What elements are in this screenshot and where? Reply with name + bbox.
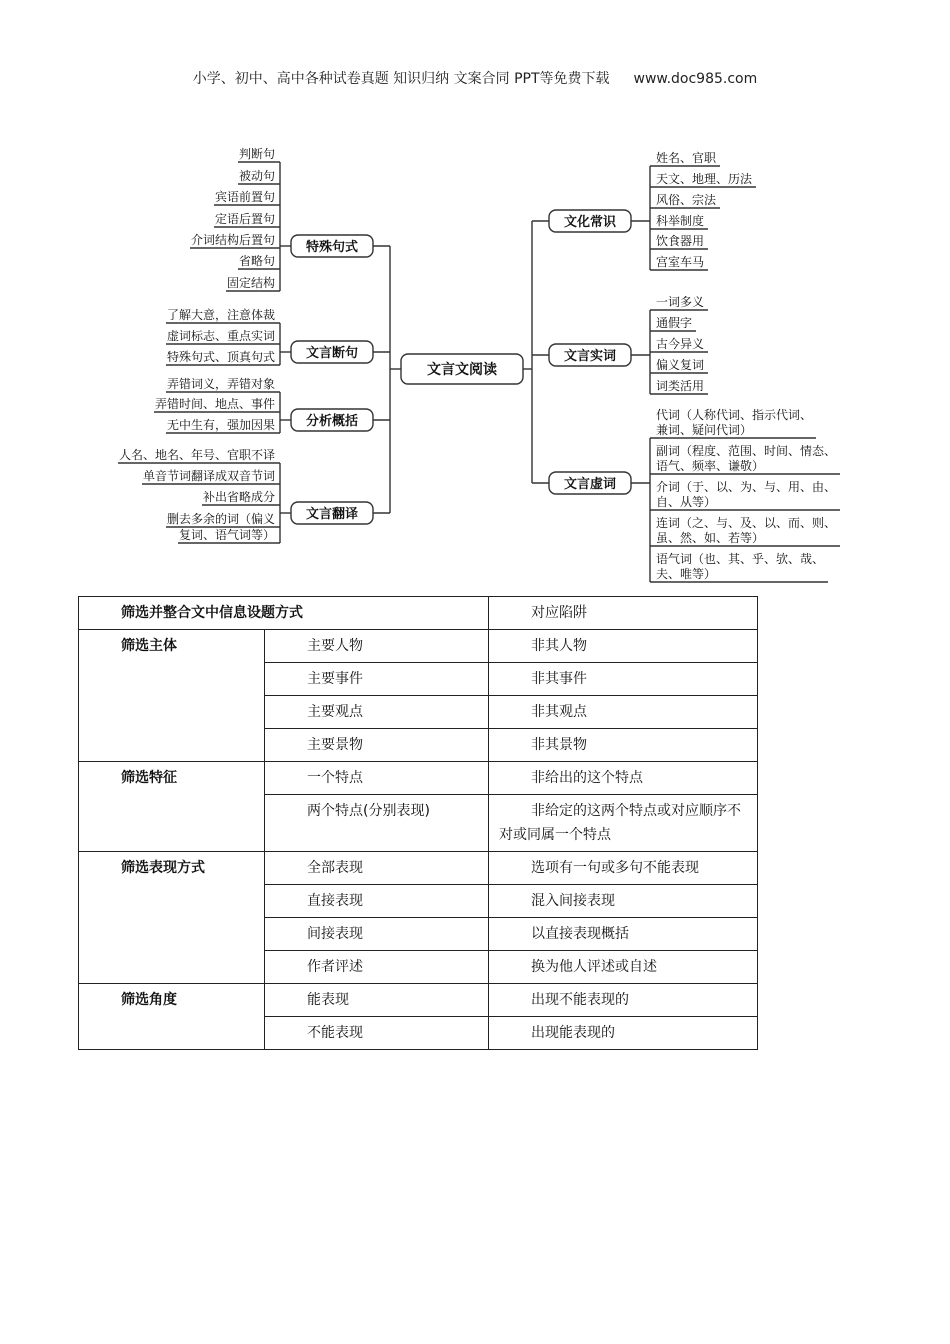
leaf-text: 姓名、官职 bbox=[656, 151, 717, 165]
method-cell: 直接表现 bbox=[265, 885, 489, 918]
trap-cell: 选项有一句或多句不能表现 bbox=[489, 852, 758, 885]
method-cell: 作者评述 bbox=[265, 951, 489, 984]
table-body bbox=[79, 630, 758, 1050]
leaf-text: 通假字 bbox=[656, 316, 693, 330]
trap-cell: 非给出的这个特点 bbox=[489, 762, 758, 795]
leaf-text: 天文、地理、历法 bbox=[656, 172, 753, 186]
leaf-text: 删去多余的词（偏义 bbox=[166, 512, 275, 526]
group-label: 筛选特征 bbox=[79, 762, 265, 852]
table-header-row bbox=[79, 597, 758, 630]
method-cell: 一个特点 bbox=[265, 762, 489, 795]
branch-r0-label: 文化常识 bbox=[563, 215, 617, 230]
trap-cell: 换为他人评述或自述 bbox=[489, 951, 758, 984]
branch-1-label: 文言断句 bbox=[305, 346, 359, 361]
leaf-text: 偏义复词 bbox=[656, 358, 705, 372]
trap-cell: 以直接表现概括 bbox=[489, 918, 758, 951]
leaf-text: 词类活用 bbox=[656, 379, 705, 393]
root-node-label: 文言文阅读 bbox=[427, 362, 497, 378]
leaf-text: 宾语前置句 bbox=[214, 190, 275, 204]
branch-r2-label: 文言虚词 bbox=[563, 477, 617, 492]
table-header-method: 筛选并整合文中信息设题方式 bbox=[79, 597, 489, 630]
leaf-text: 单音节词翻译成双音节词 bbox=[142, 469, 275, 483]
method-cell: 两个特点(分别表现) bbox=[265, 795, 489, 852]
leaf-text: 弄错词义，弄错对象 bbox=[166, 377, 275, 391]
method-cell: 主要观点 bbox=[265, 696, 489, 729]
header-text: 小学、初中、高中各种试卷真题 知识归纳 文案合同 PPT等免费下载 bbox=[192, 71, 610, 87]
trap-cell: 非给定的这两个特点或对应顺序不对或同属一个特点 bbox=[489, 795, 758, 852]
leaf-text: 虽、然、如、若等） bbox=[656, 531, 765, 545]
leaf-text: 夫、唯等） bbox=[656, 567, 717, 581]
branch-r1-label: 文言实词 bbox=[563, 349, 617, 364]
leaf-text: 虚词标志、重点实词 bbox=[166, 329, 275, 343]
leaf-text: 被动句 bbox=[238, 169, 275, 183]
leaf-text: 宫室车马 bbox=[656, 255, 705, 269]
leaf-text: 了解大意，注意体裁 bbox=[166, 308, 275, 322]
leaf-text: 风俗、宗法 bbox=[656, 193, 717, 207]
leaf-text: 弄错时间、地点、事件 bbox=[154, 397, 275, 411]
trap-cell: 非其观点 bbox=[489, 696, 758, 729]
trap-cell: 非其人物 bbox=[489, 630, 758, 663]
header-url: www.doc985.com bbox=[633, 71, 758, 87]
leaf-text: 古今异义 bbox=[656, 337, 705, 351]
method-cell: 间接表现 bbox=[265, 918, 489, 951]
method-cell: 全部表现 bbox=[265, 852, 489, 885]
page-header bbox=[0, 68, 950, 88]
leaf-text: 语气、频率、谦敬） bbox=[656, 459, 765, 473]
branch-3-label: 文言翻译 bbox=[305, 507, 359, 522]
method-cell: 不能表现 bbox=[265, 1017, 489, 1050]
table-row bbox=[79, 630, 758, 663]
branch-0-label: 特殊句式 bbox=[305, 240, 359, 255]
mind-map bbox=[0, 140, 950, 590]
leaf-text: 语气词（也、其、乎、欤、哉、 bbox=[656, 552, 825, 566]
leaf-text: 兼词、疑问代词） bbox=[656, 423, 753, 437]
table-row bbox=[79, 852, 758, 885]
info-table bbox=[78, 596, 758, 1050]
leaf-text: 无中生有，强加因果 bbox=[166, 418, 275, 432]
leaf-text: 复词、语气词等） bbox=[178, 528, 275, 542]
leaf-text: 副词（程度、范围、时间、情态、 bbox=[656, 444, 837, 458]
group-label: 筛选主体 bbox=[79, 630, 265, 762]
leaf-text: 特殊句式、顶真句式 bbox=[166, 350, 275, 364]
method-cell: 能表现 bbox=[265, 984, 489, 1017]
method-cell: 主要人物 bbox=[265, 630, 489, 663]
leaf-text: 一词多义 bbox=[656, 295, 705, 309]
leaf-text: 科举制度 bbox=[656, 214, 705, 228]
leaf-text: 连词（之、与、及、以、而、则、 bbox=[656, 516, 837, 530]
table-header-trap: 对应陷阱 bbox=[489, 597, 758, 630]
group-label: 筛选角度 bbox=[79, 984, 265, 1050]
leaf-text: 定语后置句 bbox=[214, 212, 275, 226]
trap-cell: 混入间接表现 bbox=[489, 885, 758, 918]
leaf-text: 判断句 bbox=[238, 147, 275, 161]
leaf-text: 介词（于、以、为、与、用、由、 bbox=[656, 480, 837, 494]
trap-cell: 非其事件 bbox=[489, 663, 758, 696]
method-cell: 主要事件 bbox=[265, 663, 489, 696]
leaf-text: 自、从等） bbox=[656, 495, 717, 509]
leaf-text: 代词（人称代词、指示代词、 bbox=[656, 408, 813, 422]
leaf-text: 介词结构后置句 bbox=[190, 233, 275, 247]
leaf-text: 饮食器用 bbox=[656, 234, 705, 248]
branch-2-label: 分析概括 bbox=[305, 414, 359, 429]
leaf-text: 省略句 bbox=[238, 254, 275, 268]
leaf-text: 固定结构 bbox=[226, 276, 275, 290]
leaf-text: 人名、地名、年号、官职不译 bbox=[118, 448, 275, 462]
table-row bbox=[79, 984, 758, 1017]
trap-cell: 出现不能表现的 bbox=[489, 984, 758, 1017]
trap-cell: 出现能表现的 bbox=[489, 1017, 758, 1050]
method-cell: 主要景物 bbox=[265, 729, 489, 762]
trap-cell: 非其景物 bbox=[489, 729, 758, 762]
group-label: 筛选表现方式 bbox=[79, 852, 265, 984]
table-row bbox=[79, 762, 758, 795]
leaf-text: 补出省略成分 bbox=[202, 490, 275, 504]
